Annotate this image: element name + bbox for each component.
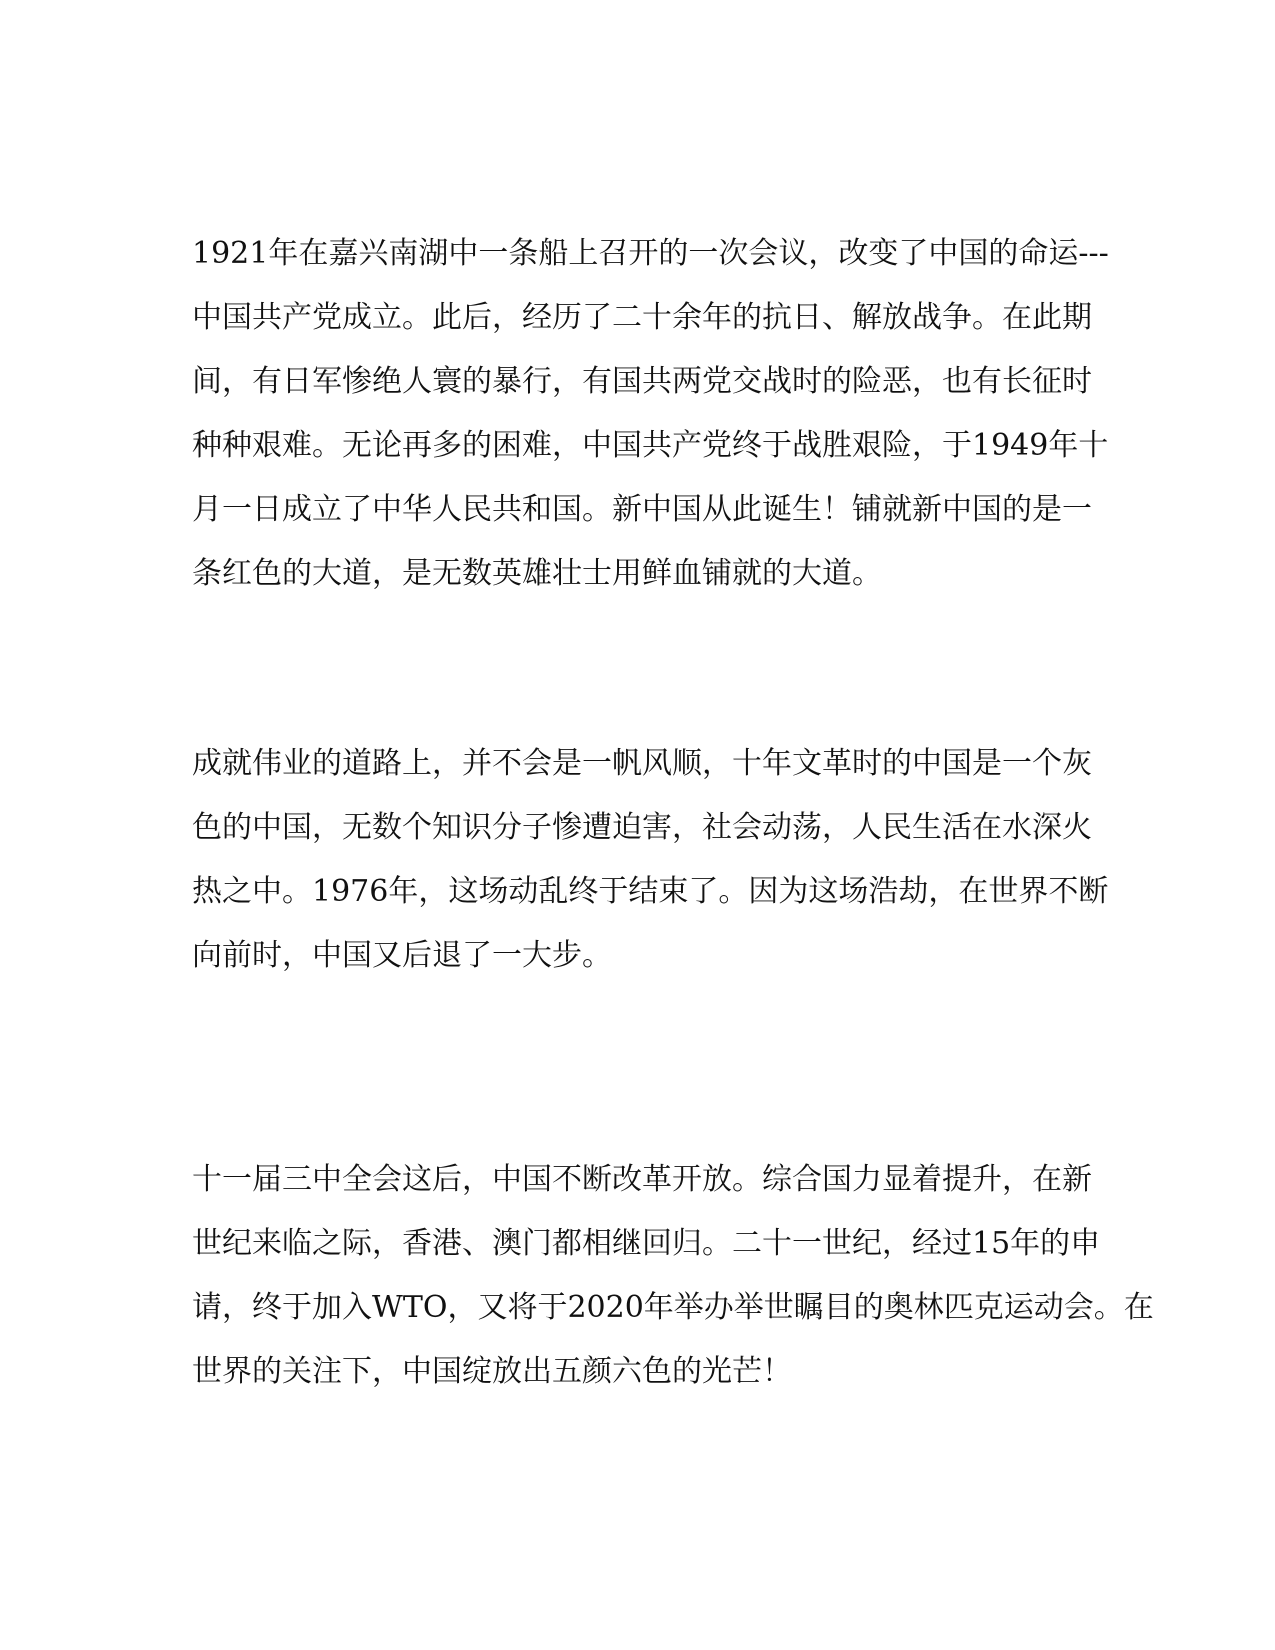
text-line: 间，有日军惨绝人寰的暴行，有国共两党交战时的险恶，也有长征时 bbox=[192, 364, 1092, 399]
text-line: 1921年在嘉兴南湖中一条船上召开的一次会议，改变了中国的命运--- bbox=[192, 236, 1109, 271]
text-line: 成就伟业的道路上，并不会是一帆风顺，十年文革时的中国是一个灰 bbox=[192, 746, 1092, 781]
text-line: 中国共产党成立。此后，经历了二十余年的抗日、解放战争。在此期 bbox=[192, 300, 1092, 335]
text-line: 热之中。1976年，这场动乱终于结束了。因为这场浩劫，在世界不断 bbox=[192, 874, 1109, 909]
text-line: 世界的关注下，中国绽放出五颜六色的光芒！ bbox=[192, 1354, 792, 1389]
text-line: 请，终于加入WTO，又将于2020年举办举世瞩目的奥林匹克运动会。在 bbox=[192, 1290, 1154, 1325]
text-line: 世纪来临之际，香港、澳门都相继回归。二十一世纪，经过15年的申 bbox=[192, 1226, 1101, 1261]
text-line: 条红色的大道，是无数英雄壮士用鲜血铺就的大道。 bbox=[192, 556, 882, 591]
paragraph-founding bbox=[192, 222, 1109, 606]
text-line: 十一届三中全会这后，中国不断改革开放。综合国力显着提升，在新 bbox=[192, 1162, 1092, 1197]
text-line: 色的中国，无数个知识分子惨遭迫害，社会动荡，人民生活在水深火 bbox=[192, 810, 1092, 845]
paragraph-cultural-revolution bbox=[192, 732, 1109, 988]
text-line: 月一日成立了中华人民共和国。新中国从此诞生！铺就新中国的是一 bbox=[192, 492, 1092, 527]
paragraph-reform-opening bbox=[192, 1148, 1154, 1404]
text-line: 种种艰难。无论再多的困难，中国共产党终于战胜艰险，于1949年十 bbox=[192, 428, 1109, 463]
text-line: 向前时，中国又后退了一大步。 bbox=[192, 938, 612, 973]
